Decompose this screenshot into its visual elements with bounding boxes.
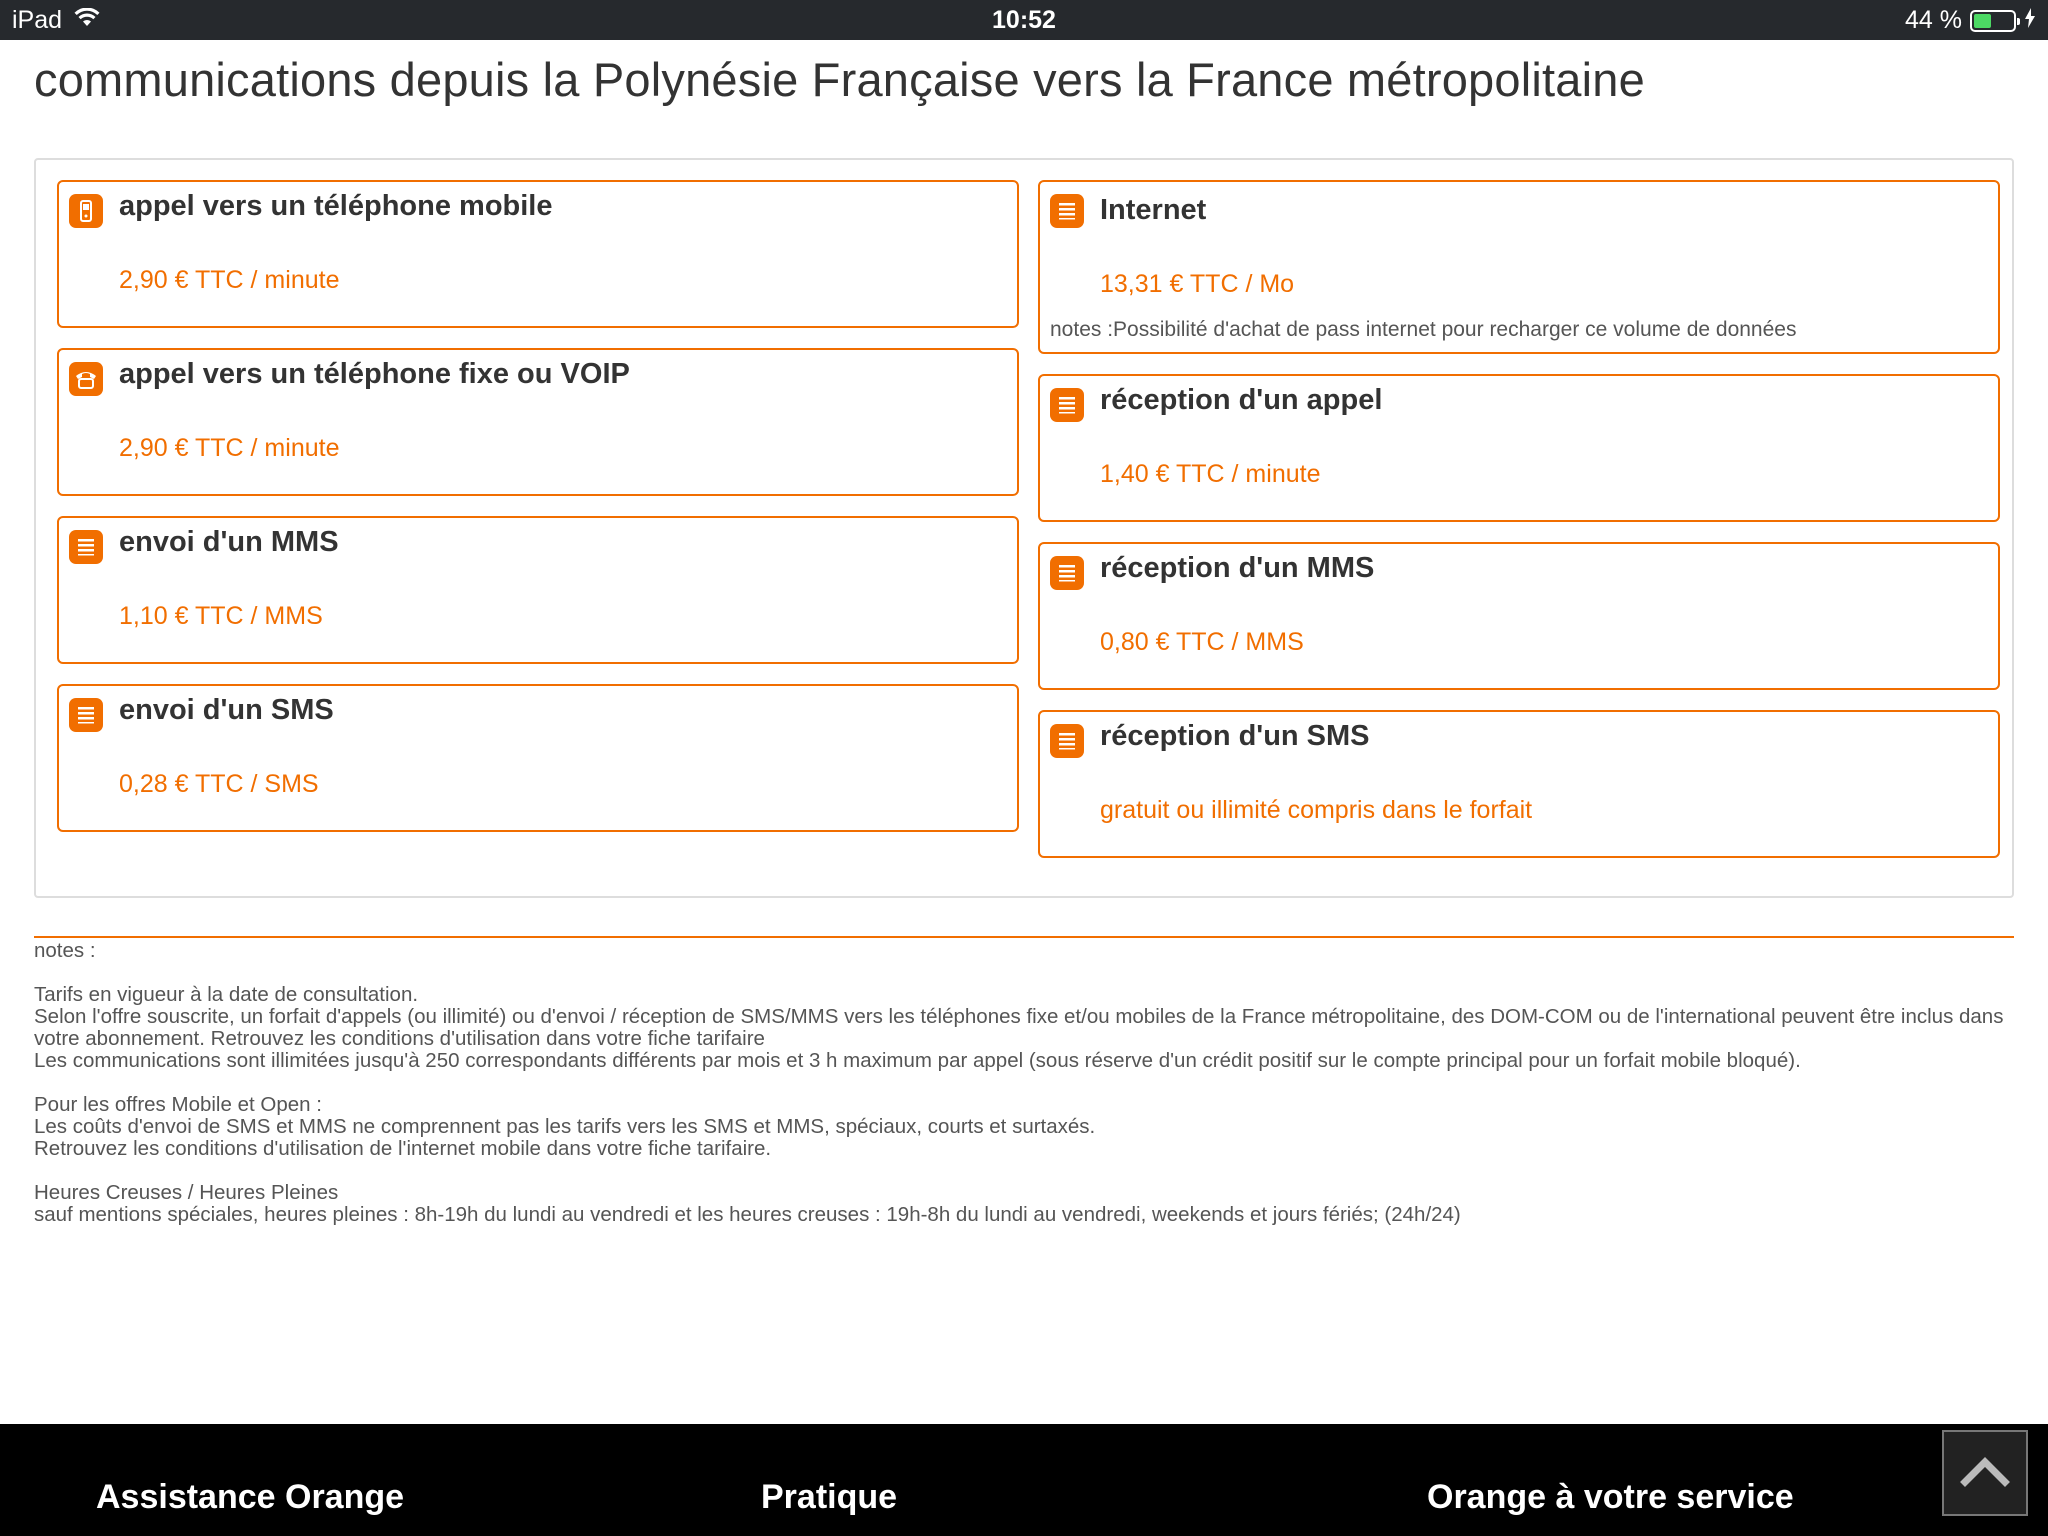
tariff-card-send-mms [57,516,1019,664]
footer-link-pratique[interactable]: Pratique [761,1478,898,1516]
tariff-price: gratuit ou illimité compris dans le forfait [1100,796,1533,824]
tariff-card-receive-sms [1038,710,2000,858]
tariff-card-internet [1038,180,2000,354]
notes-line: Tarifs en vigueur à la date de consultation. [34,983,419,1006]
notes-line: Retrouvez les conditions d'utilisation de l'internet mobile dans votre fiche tarifaire. [34,1137,772,1160]
footer [0,1424,2048,1536]
notes-divider [34,936,2014,938]
battery-percent: 44 % [1905,6,1962,34]
back-to-top-button[interactable] [1942,1430,2028,1516]
notes-line: Selon l'offre souscrite, un forfait d'appels (ou illimité) ou d'envoi / réception de SMS/MMS vers les téléphones fixe et/ou mobiles de la France métropolitaine, des DOM-COM ou de l'international peuvent être inclus dans votre abonnement. Retrouvez les conditions d'utilisation dans votre fiche tarifaire [34,1005,2004,1050]
tariff-price: 0,28 € TTC / SMS [119,770,319,798]
notes-line: Heures Creuses / Heures Pleines [34,1181,339,1204]
notes-line: Les coûts d'envoi de SMS et MMS ne comprennent pas les tarifs vers les SMS et MMS, spéciaux, courts et surtaxés. [34,1115,1096,1138]
notes-line: Les communications sont illimitées jusqu'à 250 correspondants différents par mois et 3 h maximum par appel (sous réserve d'un crédit positif sur le compte principal pour un forfait mobile bloqué). [34,1049,1801,1072]
tariff-price: 2,90 € TTC / minute [119,434,340,462]
tariff-title: appel vers un téléphone fixe ou VOIP [119,358,630,390]
notes-line: sauf mentions spéciales, heures pleines : 8h-19h du lundi au vendredi et les heures creuses : 19h-8h du lundi au vendredi, weekends et jours fériés; (24h/24) [34,1203,1461,1226]
device-label: iPad [12,6,63,34]
tariff-title: réception d'un SMS [1100,720,1370,752]
status-time: 10:52 [992,6,1056,34]
tariff-card-receive-call [1038,374,2000,522]
chevron-up-icon [1960,1454,2010,1493]
tariff-card-landline-call [57,348,1019,496]
tariff-title: réception d'un appel [1100,384,1383,416]
page-title: communications depuis la Polynésie Française vers la France métropolitaine [34,53,1645,106]
tariff-title: réception d'un MMS [1100,552,1375,584]
list-icon [1050,388,1084,422]
tariff-title: appel vers un téléphone mobile [119,190,553,222]
status-bar [0,0,2048,40]
tariff-panel [34,158,2014,898]
footer-link-assistance[interactable]: Assistance Orange [96,1478,405,1516]
charging-icon [2024,6,2036,35]
tariff-price: 1,10 € TTC / MMS [119,602,323,630]
tariff-price: 2,90 € TTC / minute [119,266,340,294]
tariff-price: 1,40 € TTC / minute [1100,460,1321,488]
list-icon [69,530,103,564]
tariff-card-mobile-call [57,180,1019,328]
footer-link-service[interactable]: Orange à votre service [1427,1478,1794,1516]
tariff-price: 0,80 € TTC / MMS [1100,628,1304,656]
mobile-phone-icon [69,194,103,228]
notes-line: Pour les offres Mobile et Open : [34,1093,322,1116]
notes-section [34,940,2014,1226]
notes-heading: notes : [34,939,96,962]
tariff-title: Internet [1100,194,1207,226]
tariff-card-receive-mms [1038,542,2000,690]
battery-icon [1970,10,2016,32]
tariff-note: notes :Possibilité d'achat de pass internet pour recharger ce volume de données [1050,318,1797,341]
tariff-title: envoi d'un MMS [119,526,339,558]
list-icon [1050,194,1084,228]
tariff-title: envoi d'un SMS [119,694,334,726]
list-icon [1050,724,1084,758]
list-icon [69,698,103,732]
tariff-card-send-sms [57,684,1019,832]
landline-phone-icon [69,362,103,396]
tariff-price: 13,31 € TTC / Mo [1100,270,1295,298]
list-icon [1050,556,1084,590]
